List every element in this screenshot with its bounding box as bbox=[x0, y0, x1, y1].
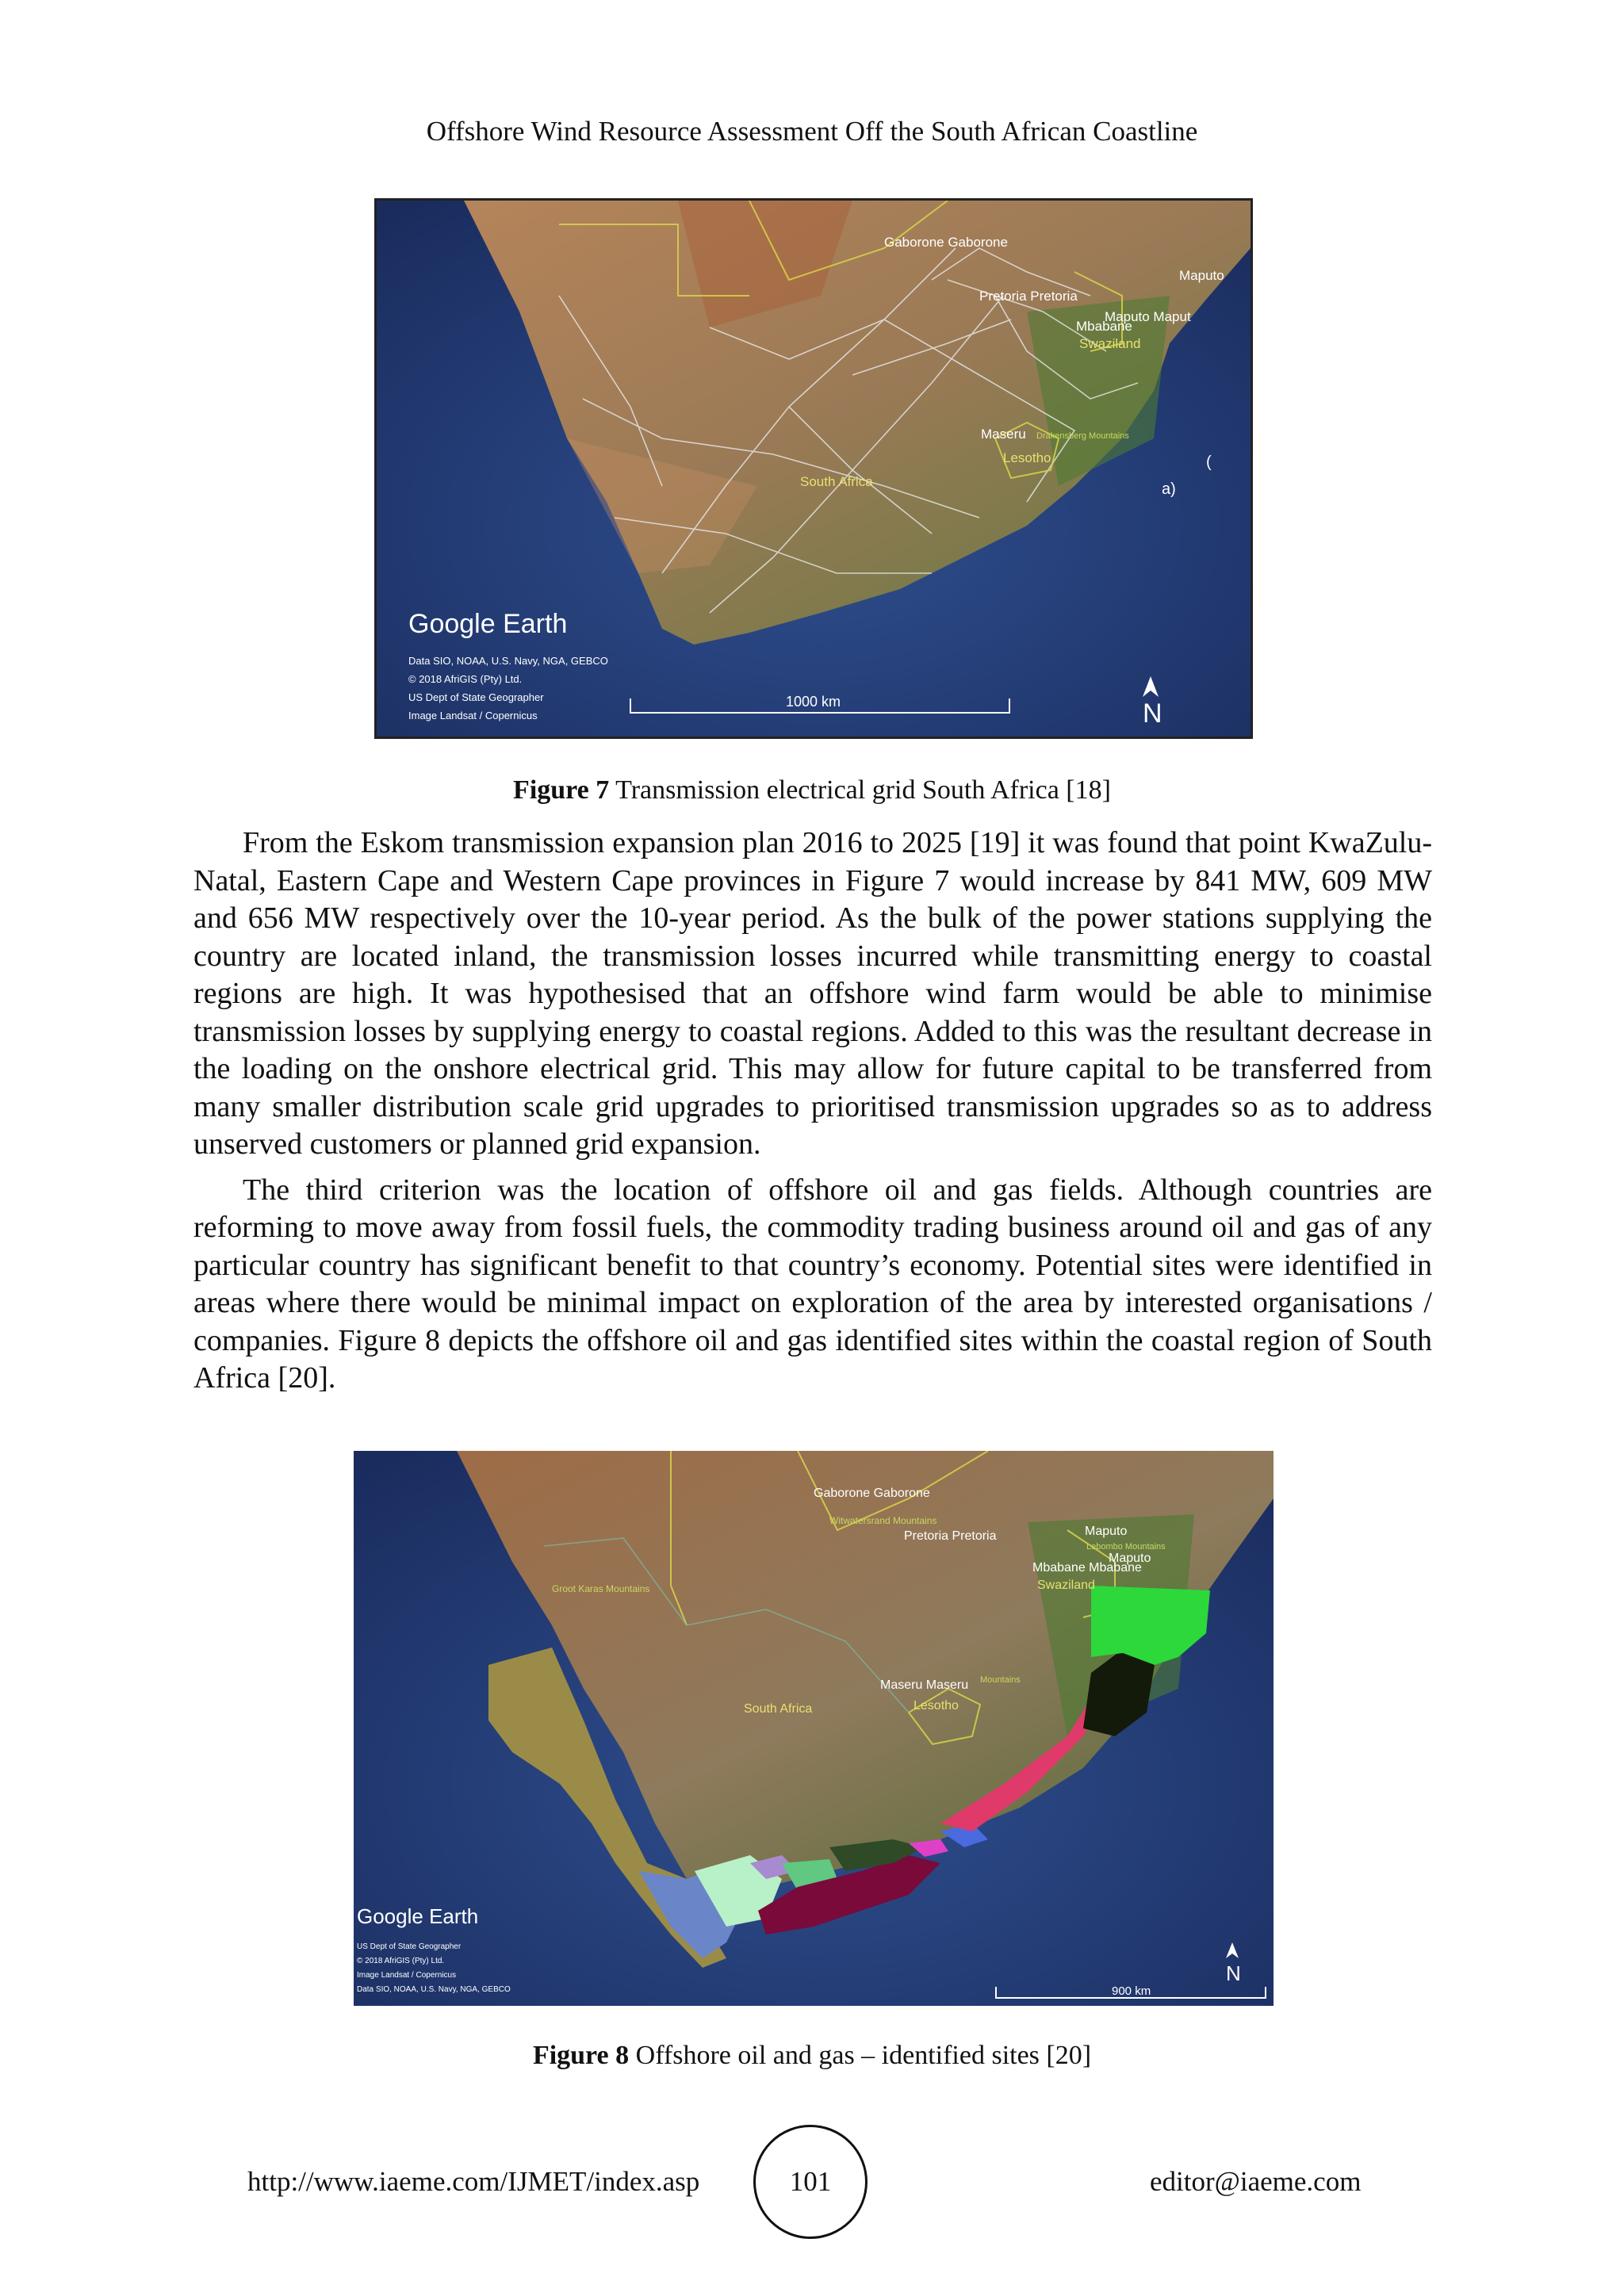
credit-line: US Dept of State Geographer bbox=[408, 691, 544, 703]
credit-line: Data SIO, NOAA, U.S. Navy, NGA, GEBCO bbox=[408, 655, 608, 667]
figure-8-map bbox=[354, 1451, 1274, 2006]
footer-url-link[interactable]: http://www.iaeme.com/IJMET/index.asp bbox=[247, 2166, 700, 2197]
place-label: Mbabane Mbabane bbox=[1032, 1561, 1142, 1575]
scale-label: 900 km bbox=[1112, 1984, 1151, 1998]
place-label: Lesotho bbox=[914, 1699, 959, 1712]
place-label: Pretoria Pretoria bbox=[979, 289, 1078, 304]
place-label: Gaborone Gaborone bbox=[884, 235, 1008, 250]
credit-line: Data SIO, NOAA, U.S. Navy, NGA, GEBCO bbox=[357, 1985, 511, 1994]
place-label: Groot Karas Mountains bbox=[552, 1583, 650, 1594]
figure-7-caption: Figure 7 Transmission electrical grid South Africa [18] bbox=[513, 775, 1111, 805]
place-label: Lesotho bbox=[1003, 450, 1051, 465]
place-label: Maseru bbox=[981, 427, 1026, 442]
place-label: South Africa bbox=[800, 474, 873, 489]
place-label: Drakensberg Mountains bbox=[1036, 431, 1129, 441]
north-label: N bbox=[1226, 1961, 1241, 1985]
marker-label: a) bbox=[1162, 480, 1176, 498]
google-earth-logo: Google Earth bbox=[357, 1904, 479, 1928]
figure-8-caption: Figure 8 Offshore oil and gas – identified sites [20] bbox=[532, 2041, 1092, 2070]
place-label: Swaziland bbox=[1079, 336, 1141, 351]
credit-line: Image Landsat / Copernicus bbox=[357, 1971, 457, 1980]
page-number: 101 bbox=[753, 2125, 868, 2239]
footer-email-link[interactable]: editor@iaeme.com bbox=[1150, 2166, 1362, 2197]
place-label: South Africa bbox=[744, 1702, 813, 1716]
figure-7-map bbox=[374, 198, 1253, 739]
north-label: N bbox=[1143, 698, 1162, 729]
credit-line: © 2018 AfriGIS (Pty) Ltd. bbox=[408, 673, 523, 685]
place-label: Gaborone Gaborone bbox=[814, 1487, 930, 1500]
place-label: Witwatersrand Mountains bbox=[829, 1515, 937, 1526]
place-label: Mountains bbox=[980, 1675, 1021, 1685]
place-label: Maseru Maseru bbox=[880, 1678, 969, 1692]
place-label: Lebombo Mountains bbox=[1086, 1542, 1166, 1552]
running-title: Offshore Wind Resource Assessment Off the South African Coastline bbox=[426, 116, 1198, 147]
credit-line: © 2018 AfriGIS (Pty) Ltd. bbox=[357, 1957, 445, 1965]
scale-label: 1000 km bbox=[786, 694, 841, 710]
marker-label: ( bbox=[1206, 453, 1212, 471]
place-label: Swaziland bbox=[1037, 1578, 1095, 1592]
paragraph: From the Eskom transmission expansion plan 2016 to 2025 [19] it was found that point KwaZulu-Natal, Eastern Cape and Western Cape provinces in Figure 7 would increase by 841 MW, 609 MW and 656 MW respectively over the 10-year period. As the bulk of the power stations supplying the country are located inland, the transmission losses incurred while transmitting energy to coastal regions are high. It was hypothesised that an offshore wind farm would be able to minimise transmission losses by supplying energy to coastal regions. Added to this was the resultant decrease in the loading on the onshore electrical grid. This may allow for future capital to be transferred from many smaller distribution scale grid upgrades to prioritised transmission upgrades so as to address unserved customers or planned grid expansion. bbox=[193, 826, 1432, 1161]
place-label: Maputo bbox=[1109, 1552, 1151, 1565]
body-text bbox=[193, 825, 1432, 1406]
credit-line: Image Landsat / Copernicus bbox=[408, 710, 538, 721]
place-label: Maputo bbox=[1179, 268, 1224, 283]
place-label: Pretoria Pretoria bbox=[904, 1529, 997, 1543]
paragraph: The third criterion was the location of offshore oil and gas fields. Although countries are reforming to move away from fossil fuels, the commodity trading business around oil and gas of any particular country has significant benefit to that country’s economy. Potential sites were identified in areas where there would be minimal impact on exploration of the area by interested organisations / companies. Figure 8 depicts the offshore oil and gas identified sites within the coastal region of South Africa [20]. bbox=[193, 1173, 1432, 1395]
place-label: Maputo Maput bbox=[1105, 309, 1191, 324]
credit-line: US Dept of State Geographer bbox=[357, 1942, 462, 1951]
google-earth-logo: Google Earth bbox=[408, 609, 568, 639]
place-label: Mbabane bbox=[1076, 319, 1132, 334]
place-label: Maputo bbox=[1085, 1525, 1128, 1538]
